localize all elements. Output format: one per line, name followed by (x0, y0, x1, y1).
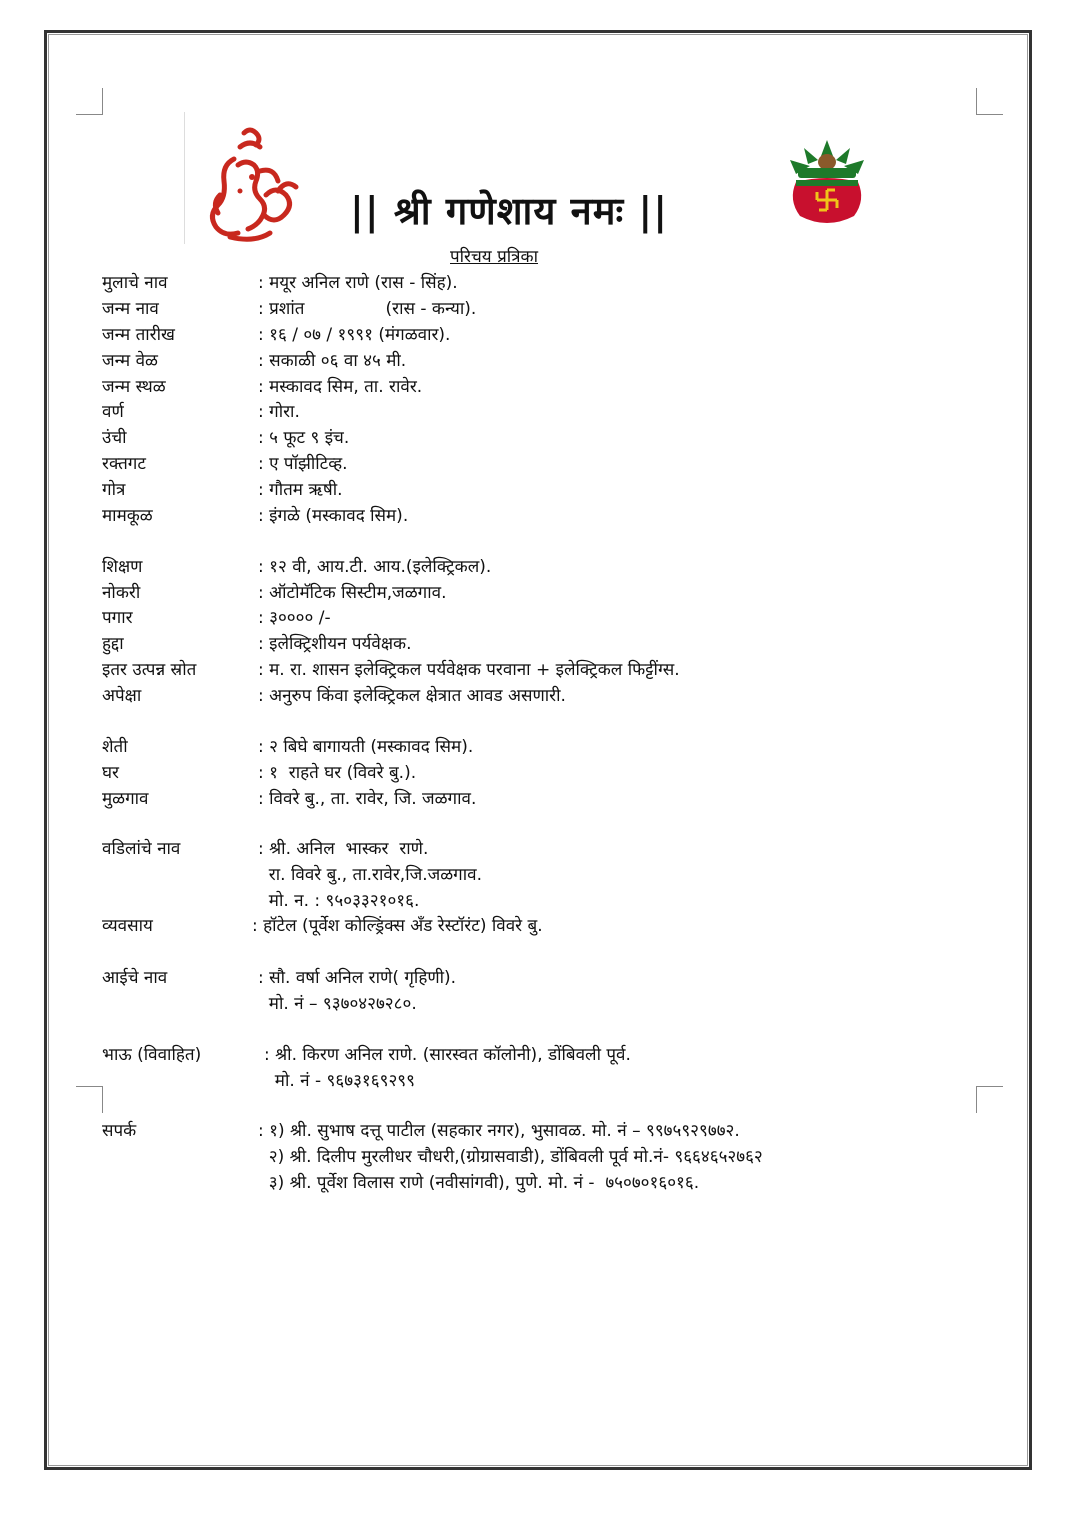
value-contact-1: : १) श्री. सुभाष दत्तू पाटील (सहकार नगर), भुसावळ. मो. नं – ९९७५९२९७७२. (258, 1121, 740, 1141)
value-father-mobile: मो. न. : ९५०३३२१०१६. (258, 891, 420, 911)
value-designation: : इलेक्ट्रिशीयन पर्यवेक्षक. (258, 634, 412, 654)
label-birth-time: जन्म वेळ (102, 351, 158, 371)
label-birth-place: जन्म स्थळ (102, 377, 166, 397)
ganesha-icon (200, 125, 304, 245)
value-father-name: : श्री. अनिल भास्कर राणे. (258, 839, 429, 859)
value-salary: : ३०००० /- (258, 608, 331, 628)
crop-mark-bottom-right (976, 1086, 1003, 1113)
value-birth-time: : सकाळी ०६ वा ४५ मी. (258, 351, 407, 371)
label-other-income: इतर उत्पन्न स्रोत (102, 660, 197, 680)
value-contact-2: २) श्री. दिलीप मुरलीधर चौधरी,(ग्रोग्रासवाडी), डोंबिवली पूर्व मो.नं- ९६६४६५२७६२ (258, 1147, 763, 1167)
value-complexion: : गोरा. (258, 402, 300, 422)
value-blood-group: : ए पॉझीटिव्ह. (258, 454, 348, 474)
label-salary: पगार (102, 608, 133, 628)
value-birth-place: : मस्कावद सिम, ता. रावेर. (258, 377, 423, 397)
value-birth-name: : प्रशांत (रास - कन्या). (258, 299, 477, 319)
label-job: नोकरी (102, 583, 141, 603)
value-brother-mobile: मो. नं - ९६७३१६९२९९ (264, 1071, 415, 1091)
crop-mark-top-right (976, 88, 1003, 115)
crop-mark-top-left (76, 88, 103, 115)
crop-mark-bottom-left (76, 1086, 103, 1113)
value-birth-date: : १६ / ०७ / १९९१ (मंगळवार). (258, 325, 451, 345)
value-house: : १ राहते घर (विवरे बु.). (258, 763, 417, 783)
value-contact-3: ३) श्री. पूर्वेश विलास राणे (नवीसांगवी), पुणे. मो. नं - ७५०७०१६०१६. (258, 1173, 700, 1193)
value-job: : ऑटोमॅटिक सिस्टीम,जळगाव. (258, 583, 447, 603)
label-farm: शेती (102, 737, 128, 757)
label-education: शिक्षण (102, 557, 143, 577)
value-other-income: : म. रा. शासन इलेक्ट्रिकल पर्यवेक्षक परवाना + इलेक्ट्रिकल फिट्टींग्स. (258, 660, 680, 680)
kalash-icon (784, 138, 870, 230)
label-contact: सपर्क (102, 1121, 137, 1141)
label-business: व्यवसाय (102, 916, 153, 936)
label-height: उंची (102, 428, 127, 448)
label-birth-date: जन्म तारीख (102, 325, 175, 345)
label-complexion: वर्ण (102, 402, 124, 422)
label-father-name: वडिलांचे नाव (102, 839, 181, 859)
label-blood-group: रक्तगट (102, 454, 146, 474)
value-gotra: : गौतम ऋषी. (258, 480, 343, 500)
invocation-heading: || श्री गणेशाय नमः || (350, 188, 669, 233)
label-house: घर (102, 763, 119, 783)
label-designation: हुद्दा (102, 634, 124, 654)
header-divider (184, 112, 185, 244)
value-education: : १२ वी, आय.टी. आय.(इलेक्ट्रिकल). (258, 557, 492, 577)
label-groom-name: मुलाचे नाव (102, 273, 168, 293)
label-mother-name: आईचे नाव (102, 968, 168, 988)
value-groom-name: : मयूर अनिल राणे (रास - सिंह). (258, 273, 458, 293)
value-father-address: रा. विवरे बु., ता.रावेर,जि.जळगाव. (258, 865, 482, 885)
document-title: परिचय प्रत्रिका (450, 247, 538, 267)
label-maternal-family: मामकूळ (102, 506, 153, 526)
value-height: : ५ फूट ९ इंच. (258, 428, 350, 448)
value-mother-name: : सौ. वर्षा अनिल राणे( गृहिणी). (258, 968, 457, 988)
label-birth-name: जन्म नाव (102, 299, 159, 319)
value-brother: : श्री. किरण अनिल राणे. (सारस्वत कॉलोनी), डोंबिवली पूर्व. (264, 1045, 631, 1065)
value-business: : हॉटेल (पूर्वेश कोल्ड्रिंक्स अँड रेस्टॉरंट) विवरे बु. (252, 916, 543, 936)
label-gotra: गोत्र (102, 480, 126, 500)
label-native-place: मुळगाव (102, 789, 149, 809)
value-mother-mobile: मो. नं – ९३७०४२७२८०. (258, 994, 417, 1014)
value-farm: : २ बिघे बागायती (मस्कावद सिम). (258, 737, 474, 757)
value-native-place: : विवरे बु., ता. रावेर, जि. जळगाव. (258, 789, 477, 809)
label-expectation: अपेक्षा (102, 686, 142, 706)
value-expectation: : अनुरुप किंवा इलेक्ट्रिकल क्षेत्रात आवड असणारी. (258, 686, 566, 706)
value-maternal-family: : इंगळे (मस्कावद सिम). (258, 506, 409, 526)
label-brother: भाऊ (विवाहित) (102, 1045, 202, 1065)
